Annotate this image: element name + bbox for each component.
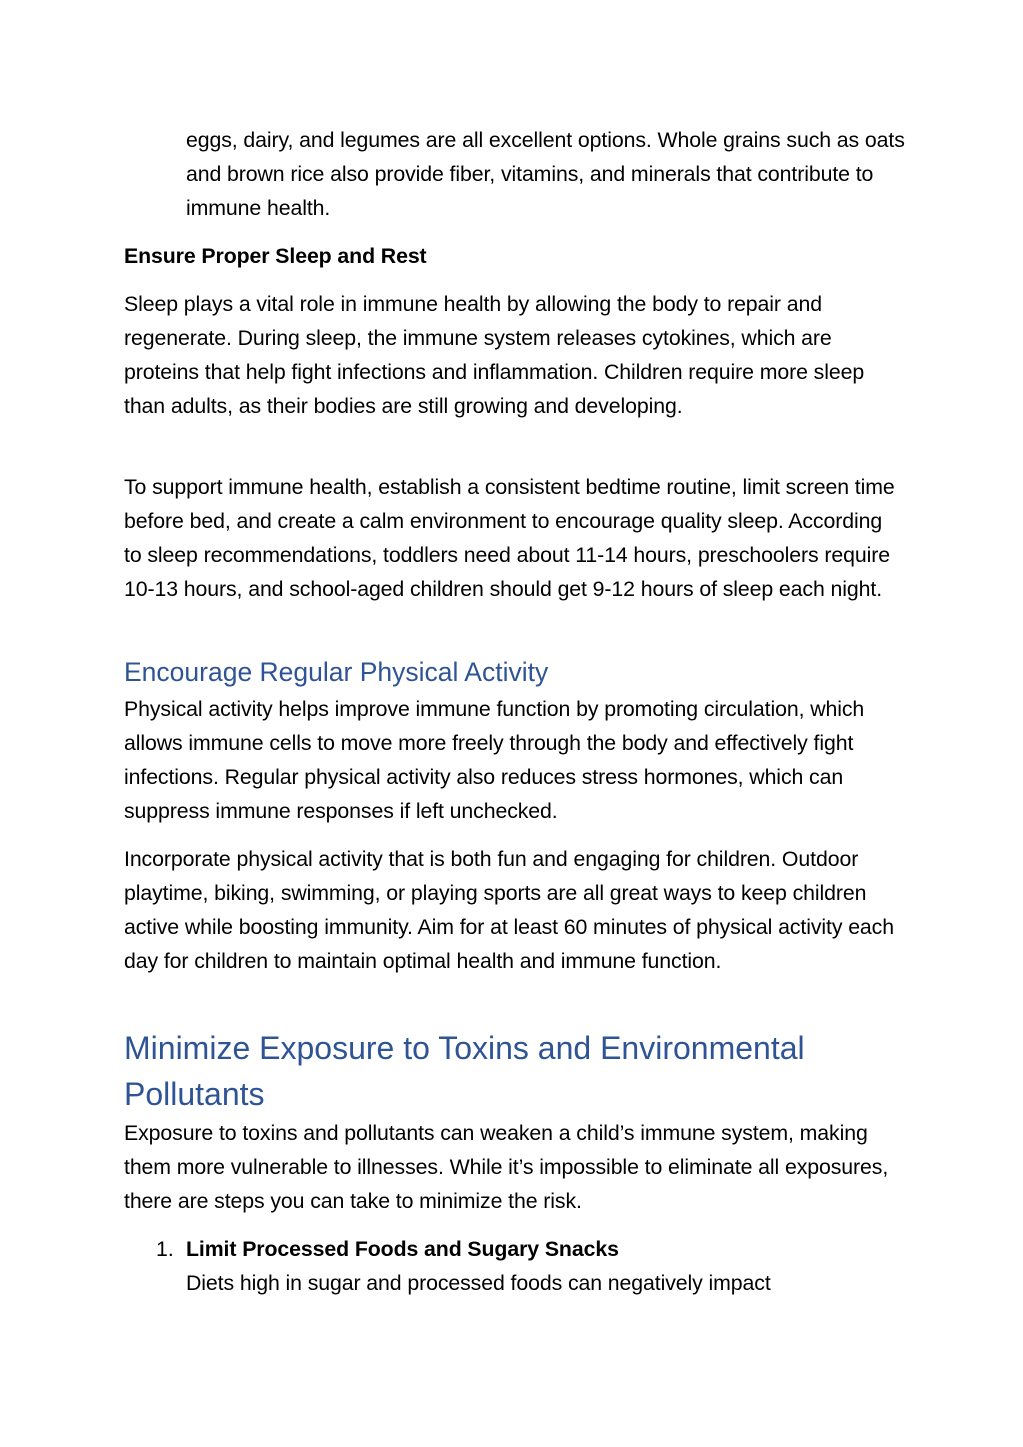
list-item-title: Limit Processed Foods and Sugary Snacks (186, 1237, 619, 1261)
sleep-heading: Ensure Proper Sleep and Rest (124, 244, 427, 268)
sleep-paragraph-1: Sleep plays a vital role in immune health by allowing the body to repair and regenerate. During sleep, the immune system releases cytokines, which are proteins that help fight infections and inflammation. Children require more sleep than adults, as their bodies are still growing and developing. (124, 292, 865, 418)
continued-paragraph: eggs, dairy, and legumes are all excellent options. Whole grains such as oats and brown rice also provide fiber, vitamins, and minerals that contribute to immune health. (186, 128, 905, 220)
list-item-number: 1. (156, 1237, 174, 1261)
activity-paragraph-2: Incorporate physical activity that is both fun and engaging for children. Outdoor playtime, biking, swimming, or playing sports are all great ways to keep children active while boosting immunity. Aim for at least 60 minutes of physical activity each day for children to maintain optimal health and immune function. (124, 847, 894, 973)
toxins-paragraph: Exposure to toxins and pollutants can weaken a child’s immune system, making them more vulnerable to illnesses. While it’s impossible to eliminate all exposures, there are steps you can take to minimize the risk. (124, 1121, 889, 1213)
toxins-heading: Minimize Exposure to Toxins and Environmental Pollutants (124, 1030, 805, 1112)
list-item-text: Diets high in sugar and processed foods can negatively impact (186, 1271, 771, 1295)
activity-paragraph-1: Physical activity helps improve immune function by promoting circulation, which allows immune cells to move more freely through the body and effectively fight infections. Regular physical activity also reduces stress hormones, which can suppress immune responses if left unchecked. (124, 697, 865, 823)
sleep-paragraph-2: To support immune health, establish a consistent bedtime routine, limit screen time before bed, and create a calm environment to encourage quality sleep. According to sleep recommendations, toddlers need about 11-14 hours, preschoolers require 10-13 hours, and school-aged children should get 9-12 hours of sleep each night. (124, 475, 895, 601)
activity-heading: Encourage Regular Physical Activity (124, 657, 549, 687)
